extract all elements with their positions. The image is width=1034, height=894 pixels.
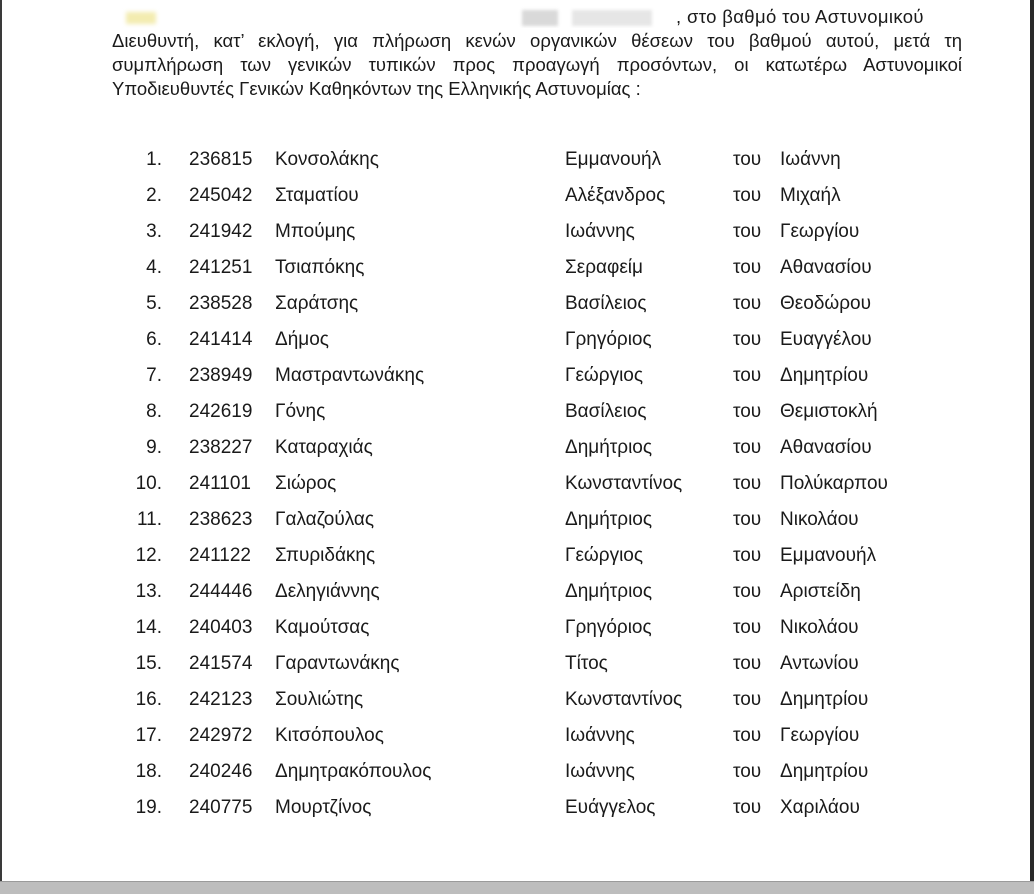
page-right-border [1030,0,1034,893]
intro-line-2: Διευθυντή, κατ’ εκλογή, για πλήρωση κενών οργανικών θέσεων του βαθμού αυτού, μετά τη [112,30,962,51]
given-name: Γεώργιος [565,365,644,386]
redacted-text [112,6,672,28]
row-number: 11. [136,509,162,530]
father-name: Εμμανουήλ [780,545,877,566]
patronymic-article: του [733,725,762,746]
given-name: Ευάγγελος [565,797,656,818]
service-id: 238623 [189,509,253,530]
given-name: Βασίλειος [565,401,647,422]
given-name: Τίτος [565,653,608,674]
roster-row [0,322,1034,358]
surname: Κιτσόπουλος [275,725,384,746]
blurred-text [112,6,359,27]
given-name: Σεραφείμ [565,257,643,278]
surname: Κονσολάκης [275,149,379,170]
surname: Δεληγιάννης [275,581,380,602]
given-name: Εμμανουήλ [565,149,662,170]
roster-row [0,142,1034,178]
surname: Δήμος [275,329,329,350]
given-name: Γρηγόριος [565,617,652,638]
given-name: Βασίλειος [565,293,647,314]
surname: Καμούτσας [275,617,370,638]
row-number: 16. [135,689,162,710]
patronymic-article: του [733,365,762,386]
row-number: 14. [135,617,162,638]
given-name: Δημήτριος [565,581,653,602]
service-id: 241414 [189,329,253,350]
patronymic-article: του [733,689,762,710]
page-bottom-edge [0,881,1034,894]
roster-row [0,718,1034,754]
intro-line-3: συμπλήρωση των γενικών τυπικών προς προαγωγή προσόντων, οι κατωτέρω Αστυνομικοί [112,54,962,75]
patronymic-article: του [733,221,762,242]
roster-row [0,538,1034,574]
roster-row [0,214,1034,250]
intro-line-1-tail: , στο βαθμό του Αστυνομικού [676,6,924,27]
father-name: Αθανασίου [780,437,872,458]
father-name: Γεωργίου [780,221,860,242]
given-name: Κωνσταντίνος [565,473,683,494]
service-id: 242619 [189,401,253,422]
intro-paragraph [112,29,962,101]
patronymic-article: του [733,509,762,530]
service-id: 238528 [189,293,253,314]
given-name: Δημήτριος [565,509,653,530]
service-id: 241574 [189,653,253,674]
father-name: Αθανασίου [780,257,872,278]
roster-row [0,358,1034,394]
roster-row [0,574,1034,610]
given-name: Ιωάννης [565,725,635,746]
father-name: Δημητρίου [780,689,869,710]
surname: Καταραχιάς [275,437,373,458]
patronymic-article: του [733,797,762,818]
father-name: Νικολάου [780,617,859,638]
roster-row [0,178,1034,214]
patronymic-article: του [733,761,762,782]
patronymic-article: του [733,149,762,170]
given-name: Κωνσταντίνος [565,689,683,710]
surname: Σιώρος [275,473,337,494]
page-left-border [0,0,2,893]
surname: Μπούμης [275,221,356,242]
redaction-block [572,10,652,26]
surname: Δημητρακόπουλος [275,761,432,782]
service-id: 241122 [189,545,251,566]
father-name: Θεοδώρου [780,293,871,314]
row-number: 17. [135,725,162,746]
row-number: 10. [135,473,162,494]
roster-row [0,394,1034,430]
row-number: 3. [146,221,162,242]
service-id: 240403 [189,617,253,638]
roster-row [0,502,1034,538]
roster-row [0,646,1034,682]
surname: Μουρτζίνος [275,797,372,818]
service-id: 241101 [189,473,251,494]
father-name: Νικολάου [780,509,859,530]
patronymic-article: του [733,401,762,422]
surname: Σπυριδάκης [275,545,376,566]
service-id: 242123 [189,689,253,710]
service-id: 241251 [189,257,253,278]
father-name: Γεωργίου [780,725,860,746]
father-name: Δημητρίου [780,761,869,782]
service-id: 242972 [189,725,253,746]
row-number: 12. [135,545,162,566]
service-id: 244446 [189,581,253,602]
patronymic-article: του [733,617,762,638]
father-name: Μιχαήλ [780,185,841,206]
surname: Σαράτσης [275,293,359,314]
roster-row [0,754,1034,790]
given-name: Δημήτριος [565,437,653,458]
surname: Τσιαπόκης [275,257,365,278]
given-name: Γρηγόριος [565,329,652,350]
service-id: 236815 [189,149,253,170]
roster-row [0,430,1034,466]
surname: Γόνης [275,401,326,422]
row-number: 13. [135,581,162,602]
father-name: Πολύκαρπου [780,473,888,494]
surname: Σουλιώτης [275,689,364,710]
surname: Σταματίου [275,185,359,206]
father-name: Αριστείδη [780,581,861,602]
service-id: 240246 [189,761,253,782]
father-name: Θεμιστοκλή [780,401,878,422]
patronymic-article: του [733,545,762,566]
row-number: 19. [135,797,162,818]
row-number: 5. [146,293,162,314]
row-number: 7. [146,365,162,386]
patronymic-article: του [733,437,762,458]
patronymic-article: του [733,653,762,674]
father-name: Ευαγγέλου [780,329,872,350]
row-number: 18. [135,761,162,782]
service-id: 245042 [189,185,253,206]
roster-row [0,250,1034,286]
roster-row [0,466,1034,502]
patronymic-article: του [733,581,762,602]
father-name: Δημητρίου [780,365,869,386]
given-name: Ιωάννης [565,761,635,782]
service-id: 238227 [189,437,253,458]
row-number: 2. [146,185,162,206]
given-name: Αλέξανδρος [565,185,666,206]
surname: Μαστραντωνάκης [275,365,425,386]
patronymic-article: του [733,473,762,494]
row-number: 4. [146,257,162,278]
surname: Γαραντωνάκης [275,653,400,674]
father-name: Αντωνίου [780,653,859,674]
row-number: 9. [146,437,162,458]
patronymic-article: του [733,293,762,314]
row-number: 6. [146,329,162,350]
roster-row [0,682,1034,718]
row-number: 15. [135,653,162,674]
roster-row [0,286,1034,322]
service-id: 240775 [189,797,253,818]
patronymic-article: του [733,257,762,278]
row-number: 8. [146,401,162,422]
roster-row [0,790,1034,826]
service-id: 241942 [189,221,253,242]
patronymic-article: του [733,329,762,350]
patronymic-article: του [733,185,762,206]
father-name: Χαριλάου [780,797,860,818]
roster-row [0,610,1034,646]
row-number: 1. [146,149,162,170]
given-name: Γεώργιος [565,545,644,566]
surname: Γαλαζούλας [275,509,375,530]
intro-line-4: Υποδιευθυντές Γενικών Καθηκόντων της Ελληνικής Αστυνομίας : [112,78,641,99]
given-name: Ιωάννης [565,221,635,242]
father-name: Ιωάννη [780,149,841,170]
redaction-block [522,10,558,26]
service-id: 238949 [189,365,253,386]
